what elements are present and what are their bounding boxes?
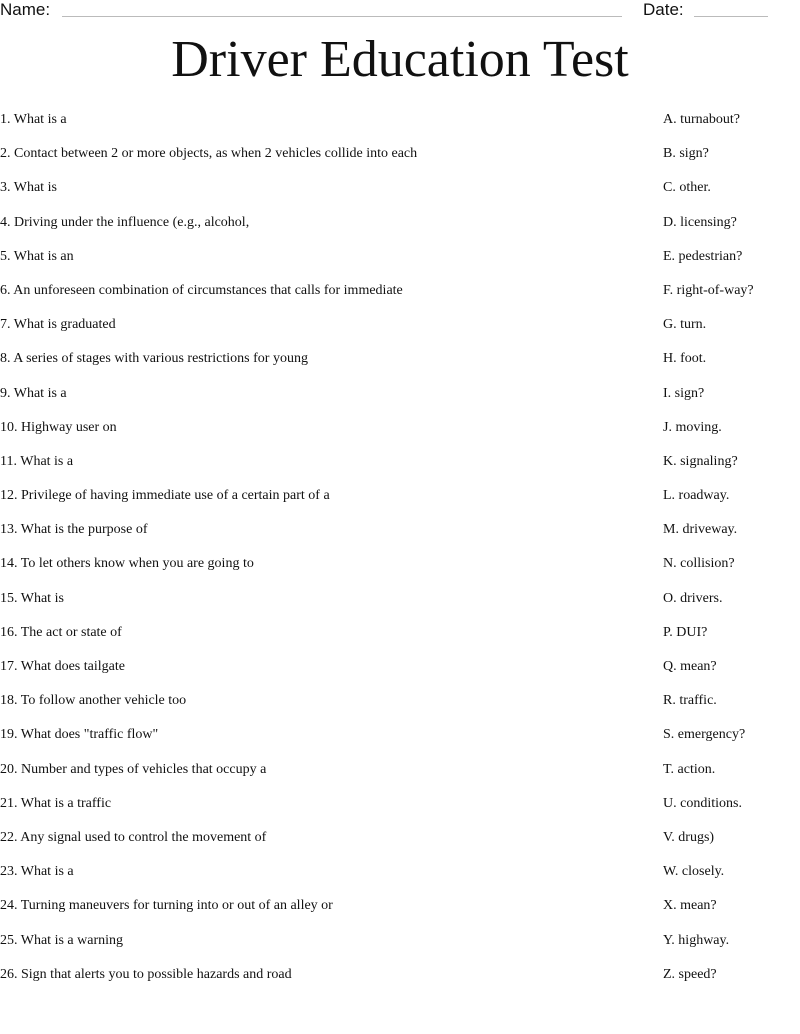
question-row <box>0 281 800 315</box>
answer-option: A. turnabout? <box>663 112 740 127</box>
question-text: 8. A series of stages with various restrictions for young <box>0 351 308 367</box>
question-text: 26. Sign that alerts you to possible hazards and road <box>0 966 292 982</box>
question-text: 7. What is graduated <box>0 317 116 333</box>
page-title: Driver Education Test <box>171 31 629 88</box>
question-row <box>0 349 800 383</box>
answer-option: T. action. <box>663 761 716 777</box>
answer-option: H. foot. <box>663 351 707 367</box>
question-row <box>0 554 800 588</box>
question-text: 6. An unforeseen combination of circumstances that calls for immediate <box>0 282 403 298</box>
question-text: 25. What is a warning <box>0 932 123 948</box>
answer-option: G. turn. <box>663 317 707 333</box>
answer-option: B. sign? <box>663 146 709 162</box>
answer-option: X. mean? <box>663 898 717 914</box>
question-text: 2. Contact between 2 or more objects, as when 2 vehicles collide into each <box>0 146 418 162</box>
question-text: 16. The act or state of <box>0 624 122 640</box>
answer-option: P. DUI? <box>663 624 708 640</box>
question-text: 24. Turning maneuvers for turning into or out of an alley or <box>0 898 333 914</box>
question-text: 11. What is a <box>0 453 74 469</box>
question-row <box>0 418 800 452</box>
question-row <box>0 452 800 486</box>
question-text: 23. What is a <box>0 864 74 880</box>
question-row <box>0 623 800 657</box>
question-text: 17. What does tailgate <box>0 659 125 674</box>
question-row <box>0 110 800 144</box>
question-row <box>0 247 800 281</box>
question-row <box>0 315 800 349</box>
answer-option: S. emergency? <box>663 727 746 743</box>
question-text: 21. What is a traffic <box>0 795 112 811</box>
question-row <box>0 931 800 965</box>
answer-option: Y. highway. <box>663 932 730 948</box>
question-text: 19. What does "traffic flow" <box>0 727 159 743</box>
answer-option: E. pedestrian? <box>663 248 743 264</box>
answer-option: M. driveway. <box>663 522 738 538</box>
question-row <box>0 691 800 725</box>
question-text: 1. What is a <box>0 112 67 127</box>
answer-option: F. right-of-way? <box>663 282 754 298</box>
question-row <box>0 760 800 794</box>
question-text: 5. What is an <box>0 248 74 264</box>
question-text: 18. To follow another vehicle too <box>0 693 187 709</box>
answer-option: V. drugs) <box>663 829 715 845</box>
answer-option: U. conditions. <box>663 795 742 811</box>
question-text: 14. To let others know when you are going to <box>0 556 254 572</box>
question-text: 12. Privilege of having immediate use of a certain part of a <box>0 488 330 504</box>
date-label: Date: <box>643 0 684 19</box>
question-text: 4. Driving under the influence (e.g., alcohol, <box>0 214 250 230</box>
question-row <box>0 965 800 999</box>
question-row <box>0 862 800 896</box>
question-row <box>0 828 800 862</box>
answer-option: N. collision? <box>663 556 735 572</box>
answer-option: R. traffic. <box>663 693 717 709</box>
question-text: 22. Any signal used to control the movement of <box>0 829 267 845</box>
question-row <box>0 725 800 759</box>
question-row <box>0 178 800 212</box>
question-row <box>0 794 800 828</box>
answer-option: Q. mean? <box>663 659 717 674</box>
date-field-line <box>694 16 768 17</box>
question-list <box>0 110 800 999</box>
answer-option: J. moving. <box>663 419 722 435</box>
question-row <box>0 144 800 178</box>
answer-option: W. closely. <box>663 864 725 880</box>
question-row <box>0 384 800 418</box>
question-row <box>0 657 800 691</box>
question-text: 10. Highway user on <box>0 419 117 435</box>
question-row <box>0 213 800 247</box>
question-text: 9. What is a <box>0 385 67 401</box>
worksheet-header <box>0 0 800 24</box>
question-text: 3. What is <box>0 180 57 196</box>
answer-option: K. signaling? <box>663 453 738 469</box>
answer-option: I. sign? <box>663 385 705 401</box>
question-text: 15. What is <box>0 590 64 606</box>
question-row <box>0 896 800 930</box>
answer-option: L. roadway. <box>663 488 730 504</box>
question-row <box>0 520 800 554</box>
question-text: 13. What is the purpose of <box>0 522 148 538</box>
answer-option: O. drivers. <box>663 590 723 606</box>
answer-option: C. other. <box>663 180 711 196</box>
question-text: 20. Number and types of vehicles that occupy a <box>0 761 267 777</box>
question-row <box>0 486 800 520</box>
answer-option: D. licensing? <box>663 214 737 230</box>
answer-option: Z. speed? <box>663 966 717 982</box>
name-field-line <box>62 16 622 17</box>
name-label: Name: <box>0 0 51 19</box>
question-row <box>0 589 800 623</box>
